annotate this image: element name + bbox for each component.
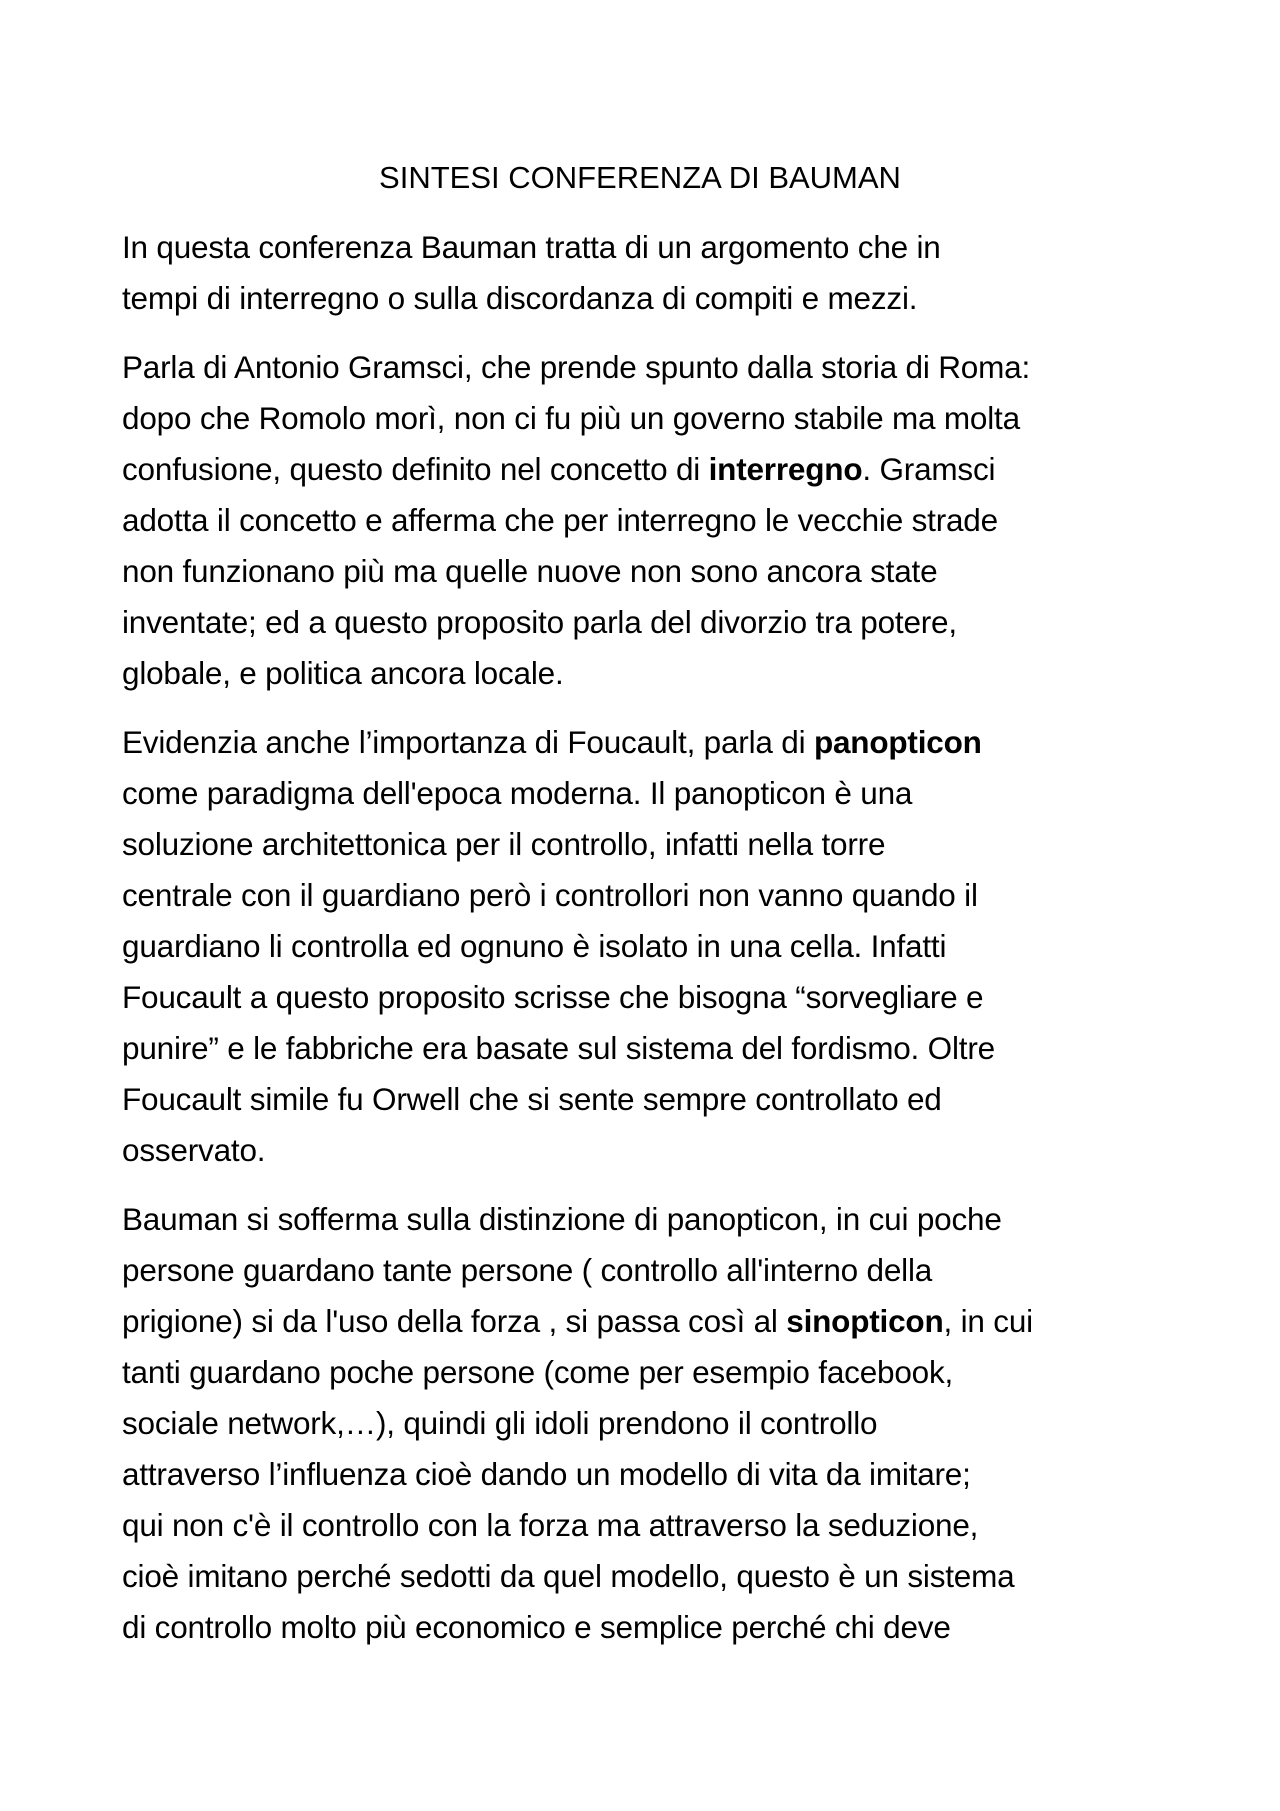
text-line	[122, 921, 1162, 972]
text-line	[122, 648, 1162, 699]
text-line	[122, 972, 1162, 1023]
text-line	[122, 546, 1162, 597]
text-run: centrale con il guardiano però i controllori non vanno quando il	[122, 877, 978, 913]
paragraph-4	[122, 1194, 1162, 1653]
text-run: Foucault a questo proposito scrisse che bisogna “sorvegliare e	[122, 979, 984, 1015]
text-run: cioè imitano perché sedotti da quel modello, questo è un sistema	[122, 1558, 1015, 1594]
paragraph-3	[122, 717, 1162, 1176]
document-body	[122, 222, 1162, 1671]
text-line	[122, 1245, 1162, 1296]
text-line	[122, 1500, 1162, 1551]
paragraph-2	[122, 342, 1162, 699]
text-line	[122, 1347, 1162, 1398]
text-line	[122, 597, 1162, 648]
text-line	[122, 444, 1162, 495]
text-line	[122, 495, 1162, 546]
text-run: qui non c'è il controllo con la forza ma attraverso la seduzione,	[122, 1507, 979, 1543]
text-line	[122, 222, 1162, 273]
text-line	[122, 1023, 1162, 1074]
paragraph-1	[122, 222, 1162, 324]
text-run: inventate; ed a questo proposito parla del divorzio tra potere,	[122, 604, 957, 640]
text-line	[122, 393, 1162, 444]
text-run: soluzione architettonica per il controllo, infatti nella torre	[122, 826, 886, 862]
text-line	[122, 1398, 1162, 1449]
text-run: punire” e le fabbriche era basate sul sistema del fordismo. Oltre	[122, 1030, 995, 1066]
text-line	[122, 1551, 1162, 1602]
bold-term: interregno	[708, 451, 863, 487]
text-line	[122, 342, 1162, 393]
text-run: non funzionano più ma quelle nuove non sono ancora state	[122, 553, 938, 589]
text-run: persone guardano tante persone ( controllo all'interno della	[122, 1252, 933, 1288]
text-run: adotta il concetto e afferma che per interregno le vecchie strade	[122, 502, 998, 538]
text-run: In questa conferenza Bauman tratta di un argomento che in	[122, 229, 941, 265]
text-run: tanti guardano poche persone (come per esempio facebook,	[122, 1354, 954, 1390]
text-run: prigione) si da l'uso della forza , si passa così al	[122, 1303, 787, 1339]
text-run: come paradigma dell'epoca moderna. Il panopticon è una	[122, 775, 913, 811]
text-run: sociale network,…), quindi gli idoli prendono il controllo	[122, 1405, 878, 1441]
text-run: tempi di interregno o sulla discordanza di compiti e mezzi.	[122, 280, 918, 316]
bold-term: panopticon	[813, 724, 982, 760]
text-line	[122, 870, 1162, 921]
text-line	[122, 1125, 1162, 1176]
text-run: attraverso l’influenza cioè dando un modello di vita da imitare;	[122, 1456, 971, 1492]
text-run: osservato.	[122, 1132, 266, 1168]
text-line	[122, 1296, 1162, 1347]
text-line	[122, 819, 1162, 870]
text-line	[122, 273, 1162, 324]
text-line	[122, 717, 1162, 768]
bold-term: sinopticon	[786, 1303, 944, 1339]
text-run: di controllo molto più economico e semplice perché chi deve	[122, 1609, 951, 1645]
text-run: globale, e politica ancora locale.	[122, 655, 564, 691]
text-run: Evidenzia anche l’importanza di Foucault, parla di	[122, 724, 814, 760]
text-run: . Gramsci	[862, 451, 996, 487]
document-title: SINTESI CONFERENZA DI BAUMAN	[379, 160, 901, 195]
text-run: confusione, questo definito nel concetto di	[122, 451, 709, 487]
text-run: , in cui	[943, 1303, 1033, 1339]
text-run: Foucault simile fu Orwell che si sente sempre controllato ed	[122, 1081, 942, 1117]
text-line	[122, 1074, 1162, 1125]
text-run: dopo che Romolo morì, non ci fu più un governo stabile ma molta	[122, 400, 1020, 436]
text-run: guardiano li controlla ed ognuno è isolato in una cella. Infatti	[122, 928, 947, 964]
text-run: Parla di Antonio Gramsci, che prende spunto dalla storia di Roma:	[122, 349, 1030, 385]
text-line	[122, 1602, 1162, 1653]
text-line	[122, 768, 1162, 819]
text-line	[122, 1449, 1162, 1500]
text-line	[122, 1194, 1162, 1245]
text-run: Bauman si sofferma sulla distinzione di panopticon, in cui poche	[122, 1201, 1002, 1237]
